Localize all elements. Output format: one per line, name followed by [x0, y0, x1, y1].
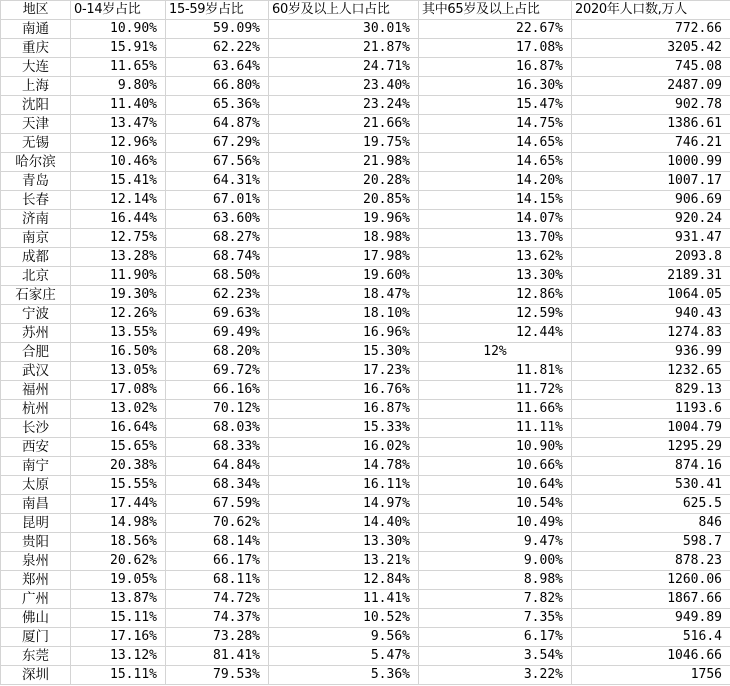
- region-cell[interactable]: 北京: [1, 267, 71, 286]
- age-60-plus-cell[interactable]: 16.76%: [269, 381, 419, 400]
- age-60-plus-cell[interactable]: 16.87%: [269, 400, 419, 419]
- age-15-59-cell[interactable]: 69.49%: [166, 324, 269, 343]
- age-0-14-cell[interactable]: 9.80%: [71, 77, 166, 96]
- population-cell[interactable]: 1000.99: [572, 153, 730, 172]
- age-15-59-cell[interactable]: 64.84%: [166, 457, 269, 476]
- age-0-14-cell[interactable]: 13.87%: [71, 590, 166, 609]
- table-row: [1, 457, 730, 476]
- population-cell[interactable]: 745.08: [572, 58, 730, 77]
- region-cell[interactable]: 济南: [1, 210, 71, 229]
- age-60-plus-cell[interactable]: 16.11%: [269, 476, 419, 495]
- region-cell[interactable]: 青岛: [1, 172, 71, 191]
- age-0-14-cell[interactable]: 15.55%: [71, 476, 166, 495]
- age-0-14-cell[interactable]: 14.98%: [71, 514, 166, 533]
- population-cell[interactable]: 902.78: [572, 96, 730, 115]
- age-65-plus-cell[interactable]: 15.47%: [419, 96, 572, 115]
- age-60-plus-cell[interactable]: 19.60%: [269, 267, 419, 286]
- population-cell[interactable]: 1295.29: [572, 438, 730, 457]
- table-row: [1, 20, 730, 39]
- age-0-14-cell[interactable]: 16.44%: [71, 210, 166, 229]
- population-cell[interactable]: 772.66: [572, 20, 730, 39]
- table-row: [1, 666, 730, 685]
- table-row: [1, 343, 730, 362]
- population-cell[interactable]: 1232.65: [572, 362, 730, 381]
- region-cell[interactable]: 长春: [1, 191, 71, 210]
- age-65-plus-cell[interactable]: 14.65%: [419, 153, 572, 172]
- age-65-plus-cell[interactable]: 16.30%: [419, 77, 572, 96]
- region-cell[interactable]: 南京: [1, 229, 71, 248]
- age-65-plus-cell[interactable]: 10.90%: [419, 438, 572, 457]
- age-65-plus-cell[interactable]: 10.64%: [419, 476, 572, 495]
- population-cell[interactable]: 746.21: [572, 134, 730, 153]
- age-15-59-cell[interactable]: 68.33%: [166, 438, 269, 457]
- table-row: [1, 514, 730, 533]
- table-row: [1, 286, 730, 305]
- population-cell[interactable]: 936.99: [572, 343, 730, 362]
- age-65-plus-cell[interactable]: 10.49%: [419, 514, 572, 533]
- age-0-14-cell[interactable]: 12.26%: [71, 305, 166, 324]
- region-cell[interactable]: 东莞: [1, 647, 71, 666]
- header-row: [1, 1, 730, 20]
- age-60-plus-cell[interactable]: 18.47%: [269, 286, 419, 305]
- age-65-plus-cell[interactable]: 11.81%: [419, 362, 572, 381]
- region-cell[interactable]: 贵阳: [1, 533, 71, 552]
- region-cell[interactable]: 西安: [1, 438, 71, 457]
- age-65-plus-cell[interactable]: 16.87%: [419, 58, 572, 77]
- age-15-59-cell[interactable]: 81.41%: [166, 647, 269, 666]
- age-65-plus-cell[interactable]: 7.35%: [419, 609, 572, 628]
- age-65-plus-cell[interactable]: 11.66%: [419, 400, 572, 419]
- age-65-plus-cell[interactable]: 13.70%: [419, 229, 572, 248]
- region-cell[interactable]: 广州: [1, 590, 71, 609]
- table-row: [1, 115, 730, 134]
- region-cell[interactable]: 福州: [1, 381, 71, 400]
- age-15-59-cell[interactable]: 68.03%: [166, 419, 269, 438]
- age-0-14-cell[interactable]: 17.08%: [71, 381, 166, 400]
- age-65-plus-cell[interactable]: 22.67%: [419, 20, 572, 39]
- population-cell[interactable]: 829.13: [572, 381, 730, 400]
- header-age-0-14-cell[interactable]: 0-14岁占比: [71, 1, 166, 20]
- population-cell[interactable]: 1260.06: [572, 571, 730, 590]
- region-cell[interactable]: 苏州: [1, 324, 71, 343]
- age-60-plus-cell[interactable]: 16.96%: [269, 324, 419, 343]
- age-60-plus-cell[interactable]: 20.28%: [269, 172, 419, 191]
- table-row: [1, 438, 730, 457]
- age-60-plus-cell[interactable]: 5.47%: [269, 647, 419, 666]
- age-15-59-cell[interactable]: 68.74%: [166, 248, 269, 267]
- age-0-14-cell[interactable]: 20.62%: [71, 552, 166, 571]
- age-60-plus-cell[interactable]: 14.40%: [269, 514, 419, 533]
- age-60-plus-cell[interactable]: 21.66%: [269, 115, 419, 134]
- age-65-plus-cell[interactable]: 10.54%: [419, 495, 572, 514]
- age-0-14-cell[interactable]: 15.11%: [71, 666, 166, 685]
- table-row: [1, 419, 730, 438]
- population-cell[interactable]: 1756: [572, 666, 730, 685]
- age-65-plus-cell[interactable]: 12.59%: [419, 305, 572, 324]
- age-15-59-cell[interactable]: 68.11%: [166, 571, 269, 590]
- table-row: [1, 381, 730, 400]
- age-65-plus-cell[interactable]: 14.07%: [419, 210, 572, 229]
- age-60-plus-cell[interactable]: 14.78%: [269, 457, 419, 476]
- age-0-14-cell[interactable]: 11.90%: [71, 267, 166, 286]
- age-65-plus-cell[interactable]: 3.22%: [419, 666, 572, 685]
- age-60-plus-cell[interactable]: 18.98%: [269, 229, 419, 248]
- table-body: [1, 1, 730, 685]
- age-65-plus-cell[interactable]: 12.44%: [419, 324, 572, 343]
- age-60-plus-cell[interactable]: 14.97%: [269, 495, 419, 514]
- population-cell[interactable]: 1867.66: [572, 590, 730, 609]
- age-0-14-cell[interactable]: 13.05%: [71, 362, 166, 381]
- age-0-14-cell[interactable]: 13.28%: [71, 248, 166, 267]
- age-15-59-cell[interactable]: 64.31%: [166, 172, 269, 191]
- population-cell[interactable]: 1007.17: [572, 172, 730, 191]
- age-60-plus-cell[interactable]: 11.41%: [269, 590, 419, 609]
- header-age-15-59-cell[interactable]: 15-59岁占比: [166, 1, 269, 20]
- age-0-14-cell[interactable]: 11.40%: [71, 96, 166, 115]
- region-cell[interactable]: 昆明: [1, 514, 71, 533]
- region-cell[interactable]: 天津: [1, 115, 71, 134]
- age-15-59-cell[interactable]: 66.16%: [166, 381, 269, 400]
- age-65-plus-cell[interactable]: 14.75%: [419, 115, 572, 134]
- age-65-plus-cell[interactable]: 17.08%: [419, 39, 572, 58]
- age-15-59-cell[interactable]: 70.12%: [166, 400, 269, 419]
- table-row: [1, 210, 730, 229]
- age-60-plus-cell[interactable]: 17.23%: [269, 362, 419, 381]
- age-60-plus-cell[interactable]: 12.84%: [269, 571, 419, 590]
- age-60-plus-cell[interactable]: 5.36%: [269, 666, 419, 685]
- age-65-plus-cell[interactable]: 8.98%: [419, 571, 572, 590]
- region-cell[interactable]: 南宁: [1, 457, 71, 476]
- table-row: [1, 533, 730, 552]
- age-15-59-cell[interactable]: 74.37%: [166, 609, 269, 628]
- age-65-plus-cell[interactable]: 6.17%: [419, 628, 572, 647]
- age-0-14-cell[interactable]: 12.75%: [71, 229, 166, 248]
- age-15-59-cell[interactable]: 67.56%: [166, 153, 269, 172]
- age-15-59-cell[interactable]: 66.17%: [166, 552, 269, 571]
- region-cell[interactable]: 大连: [1, 58, 71, 77]
- population-cell[interactable]: 1064.05: [572, 286, 730, 305]
- age-60-plus-cell[interactable]: 17.98%: [269, 248, 419, 267]
- age-60-plus-cell[interactable]: 18.10%: [269, 305, 419, 324]
- region-cell[interactable]: 长沙: [1, 419, 71, 438]
- age-65-plus-cell[interactable]: 13.30%: [419, 267, 572, 286]
- table-row: [1, 58, 730, 77]
- age-60-plus-cell[interactable]: 19.75%: [269, 134, 419, 153]
- age-0-14-cell[interactable]: 12.14%: [71, 191, 166, 210]
- population-cell[interactable]: 1386.61: [572, 115, 730, 134]
- table-row: [1, 191, 730, 210]
- age-65-plus-cell[interactable]: 9.00%: [419, 552, 572, 571]
- population-cell[interactable]: 598.7: [572, 533, 730, 552]
- table-row: [1, 134, 730, 153]
- age-60-plus-cell[interactable]: 15.33%: [269, 419, 419, 438]
- region-cell[interactable]: 郑州: [1, 571, 71, 590]
- age-0-14-cell[interactable]: 11.65%: [71, 58, 166, 77]
- region-cell[interactable]: 厦门: [1, 628, 71, 647]
- age-0-14-cell[interactable]: 20.38%: [71, 457, 166, 476]
- age-60-plus-cell[interactable]: 20.85%: [269, 191, 419, 210]
- age-15-59-cell[interactable]: 69.72%: [166, 362, 269, 381]
- age-60-plus-cell[interactable]: 24.71%: [269, 58, 419, 77]
- age-60-plus-cell[interactable]: 15.30%: [269, 343, 419, 362]
- region-cell[interactable]: 杭州: [1, 400, 71, 419]
- header-age-60-plus-cell[interactable]: 60岁及以上人口占比: [269, 1, 419, 20]
- population-cell[interactable]: 878.23: [572, 552, 730, 571]
- age-0-14-cell[interactable]: 13.02%: [71, 400, 166, 419]
- age-15-59-cell[interactable]: 68.20%: [166, 343, 269, 362]
- age-60-plus-cell[interactable]: 21.98%: [269, 153, 419, 172]
- age-15-59-cell[interactable]: 68.14%: [166, 533, 269, 552]
- table-row: [1, 362, 730, 381]
- age-0-14-cell[interactable]: 18.56%: [71, 533, 166, 552]
- table-row: [1, 305, 730, 324]
- age-60-plus-cell[interactable]: 10.52%: [269, 609, 419, 628]
- header-age-65-plus-cell[interactable]: 其中65岁及以上占比: [419, 1, 572, 20]
- population-cell[interactable]: 2189.31: [572, 267, 730, 286]
- population-cell[interactable]: 1004.79: [572, 419, 730, 438]
- age-0-14-cell[interactable]: 16.50%: [71, 343, 166, 362]
- table-row: [1, 324, 730, 343]
- age-15-59-cell[interactable]: 67.59%: [166, 495, 269, 514]
- region-cell[interactable]: 泉州: [1, 552, 71, 571]
- population-cell[interactable]: 2093.8: [572, 248, 730, 267]
- age-0-14-cell[interactable]: 17.16%: [71, 628, 166, 647]
- header-population-cell[interactable]: 2020年人口数,万人: [572, 1, 730, 20]
- age-15-59-cell[interactable]: 64.87%: [166, 115, 269, 134]
- age-0-14-cell[interactable]: 16.64%: [71, 419, 166, 438]
- age-65-plus-cell[interactable]: 11.11%: [419, 419, 572, 438]
- population-cell[interactable]: 1193.6: [572, 400, 730, 419]
- age-65-plus-cell[interactable]: 14.15%: [419, 191, 572, 210]
- age-60-plus-cell[interactable]: 13.30%: [269, 533, 419, 552]
- population-cell[interactable]: 949.89: [572, 609, 730, 628]
- age-65-plus-cell[interactable]: 3.54%: [419, 647, 572, 666]
- age-15-59-cell[interactable]: 59.09%: [166, 20, 269, 39]
- age-65-plus-cell[interactable]: 13.62%: [419, 248, 572, 267]
- age-15-59-cell[interactable]: 74.72%: [166, 590, 269, 609]
- region-cell[interactable]: 沈阳: [1, 96, 71, 115]
- age-65-plus-cell[interactable]: 9.47%: [419, 533, 572, 552]
- region-cell[interactable]: 合肥: [1, 343, 71, 362]
- age-15-59-cell[interactable]: 79.53%: [166, 666, 269, 685]
- age-60-plus-cell[interactable]: 9.56%: [269, 628, 419, 647]
- region-cell[interactable]: 南通: [1, 20, 71, 39]
- age-15-59-cell[interactable]: 69.63%: [166, 305, 269, 324]
- table-row: [1, 590, 730, 609]
- age-65-plus-cell[interactable]: 14.65%: [419, 134, 572, 153]
- age-60-plus-cell[interactable]: 19.96%: [269, 210, 419, 229]
- age-65-plus-cell[interactable]: 12.86%: [419, 286, 572, 305]
- table-row: [1, 647, 730, 666]
- age-65-plus-cell[interactable]: 11.72%: [419, 381, 572, 400]
- age-60-plus-cell[interactable]: 30.01%: [269, 20, 419, 39]
- age-15-59-cell[interactable]: 73.28%: [166, 628, 269, 647]
- age-60-plus-cell[interactable]: 23.24%: [269, 96, 419, 115]
- population-cell[interactable]: 940.43: [572, 305, 730, 324]
- age-15-59-cell[interactable]: 68.34%: [166, 476, 269, 495]
- age-65-plus-cell[interactable]: 10.66%: [419, 457, 572, 476]
- population-cell[interactable]: 625.5: [572, 495, 730, 514]
- age-15-59-cell[interactable]: 65.36%: [166, 96, 269, 115]
- age-0-14-cell[interactable]: 12.96%: [71, 134, 166, 153]
- table-row: [1, 628, 730, 647]
- table-row: [1, 39, 730, 58]
- age-0-14-cell[interactable]: 15.11%: [71, 609, 166, 628]
- age-15-59-cell[interactable]: 62.22%: [166, 39, 269, 58]
- age-15-59-cell[interactable]: 68.50%: [166, 267, 269, 286]
- region-cell[interactable]: 重庆: [1, 39, 71, 58]
- age-15-59-cell[interactable]: 62.23%: [166, 286, 269, 305]
- age-15-59-cell[interactable]: 66.80%: [166, 77, 269, 96]
- age-0-14-cell[interactable]: 19.30%: [71, 286, 166, 305]
- region-cell[interactable]: 佛山: [1, 609, 71, 628]
- population-cell[interactable]: 931.47: [572, 229, 730, 248]
- age-0-14-cell[interactable]: 10.90%: [71, 20, 166, 39]
- region-cell[interactable]: 石家庄: [1, 286, 71, 305]
- age-65-plus-cell[interactable]: 12%: [419, 343, 572, 362]
- age-0-14-cell[interactable]: 17.44%: [71, 495, 166, 514]
- age-15-59-cell[interactable]: 70.62%: [166, 514, 269, 533]
- table-row: [1, 153, 730, 172]
- population-cell[interactable]: 1046.66: [572, 647, 730, 666]
- table-row: [1, 77, 730, 96]
- table-row: [1, 248, 730, 267]
- age-65-plus-cell[interactable]: 14.20%: [419, 172, 572, 191]
- age-60-plus-cell[interactable]: 23.40%: [269, 77, 419, 96]
- age-0-14-cell[interactable]: 13.12%: [71, 647, 166, 666]
- table-row: [1, 552, 730, 571]
- region-cell[interactable]: 上海: [1, 77, 71, 96]
- table-row: [1, 172, 730, 191]
- age-60-plus-cell[interactable]: 21.87%: [269, 39, 419, 58]
- age-0-14-cell[interactable]: 10.46%: [71, 153, 166, 172]
- age-0-14-cell[interactable]: 15.41%: [71, 172, 166, 191]
- population-cell[interactable]: 920.24: [572, 210, 730, 229]
- population-cell[interactable]: 874.16: [572, 457, 730, 476]
- age-0-14-cell[interactable]: 13.55%: [71, 324, 166, 343]
- age-0-14-cell[interactable]: 13.47%: [71, 115, 166, 134]
- age-15-59-cell[interactable]: 67.01%: [166, 191, 269, 210]
- age-0-14-cell[interactable]: 19.05%: [71, 571, 166, 590]
- table-row: [1, 400, 730, 419]
- population-cell[interactable]: 1274.83: [572, 324, 730, 343]
- region-cell[interactable]: 无锡: [1, 134, 71, 153]
- age-60-plus-cell[interactable]: 13.21%: [269, 552, 419, 571]
- table-row: [1, 476, 730, 495]
- table-row: [1, 96, 730, 115]
- age-15-59-cell[interactable]: 63.64%: [166, 58, 269, 77]
- region-cell[interactable]: 深圳: [1, 666, 71, 685]
- population-cell[interactable]: 846: [572, 514, 730, 533]
- population-cell[interactable]: 530.41: [572, 476, 730, 495]
- region-cell[interactable]: 南昌: [1, 495, 71, 514]
- age-0-14-cell[interactable]: 15.91%: [71, 39, 166, 58]
- region-cell[interactable]: 太原: [1, 476, 71, 495]
- table-row: [1, 609, 730, 628]
- population-cell[interactable]: 516.4: [572, 628, 730, 647]
- age-15-59-cell[interactable]: 67.29%: [166, 134, 269, 153]
- region-cell[interactable]: 哈尔滨: [1, 153, 71, 172]
- age-60-plus-cell[interactable]: 16.02%: [269, 438, 419, 457]
- population-cell[interactable]: 906.69: [572, 191, 730, 210]
- region-cell[interactable]: 宁波: [1, 305, 71, 324]
- table-row: [1, 229, 730, 248]
- age-65-plus-cell[interactable]: 7.82%: [419, 590, 572, 609]
- table-row: [1, 267, 730, 286]
- table-row: [1, 571, 730, 590]
- header-region-cell[interactable]: 地区: [1, 1, 71, 20]
- population-cell[interactable]: 2487.09: [572, 77, 730, 96]
- age-15-59-cell[interactable]: 68.27%: [166, 229, 269, 248]
- age-15-59-cell[interactable]: 63.60%: [166, 210, 269, 229]
- region-cell[interactable]: 武汉: [1, 362, 71, 381]
- age-0-14-cell[interactable]: 15.65%: [71, 438, 166, 457]
- population-cell[interactable]: 3205.42: [572, 39, 730, 58]
- region-cell[interactable]: 成都: [1, 248, 71, 267]
- table-row: [1, 495, 730, 514]
